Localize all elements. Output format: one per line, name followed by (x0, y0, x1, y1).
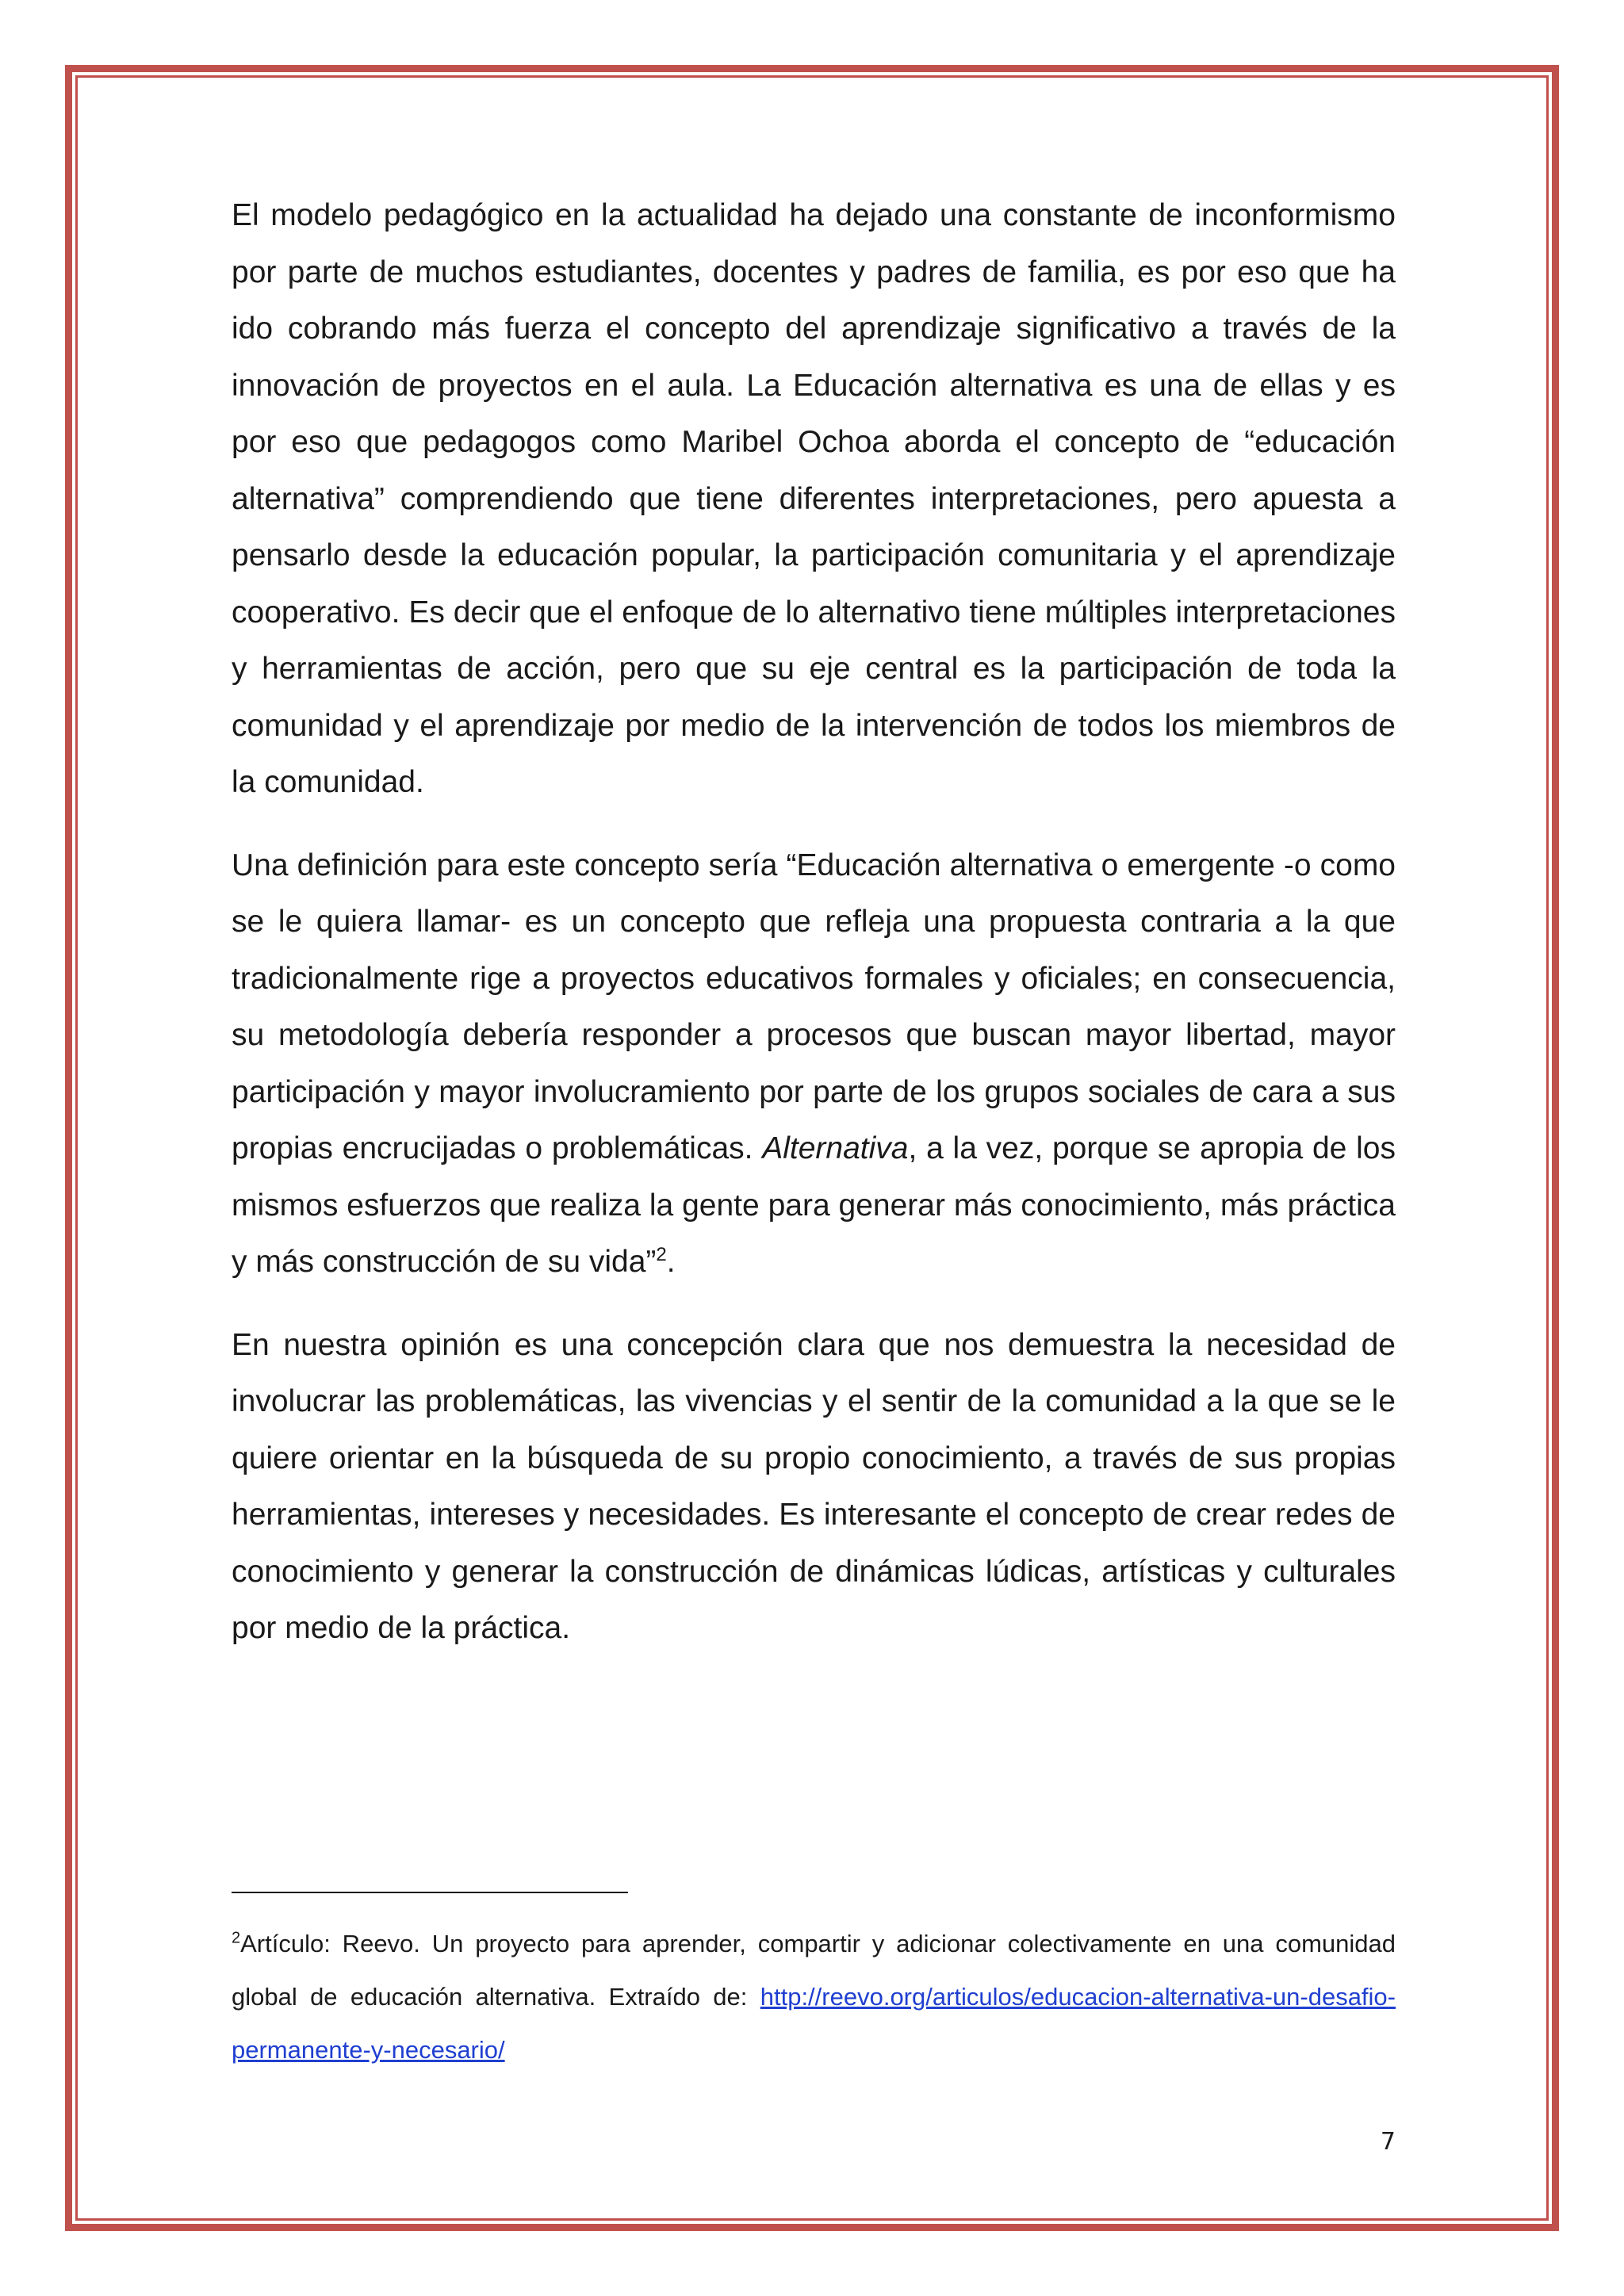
footnote-separator (232, 1892, 628, 1893)
paragraph-3: En nuestra opinión es una concepción clara que nos demuestra la necesidad de involucrar las problemáticas, las vivencias y el sentir de la comunidad a la que se le quiere orientar en la búsqueda de su propio conocimiento, a través de sus propias herramientas, intereses y necesidades. Es interesante el concepto de crear redes de conocimiento y generar la construcción de dinámicas lúdicas, artísticas y culturales por medio de la práctica. (232, 1327, 1396, 1645)
footnote-marker: 2 (232, 1929, 241, 1947)
paragraph-2-italic: Alternativa (762, 1131, 909, 1165)
footnote-reference[interactable]: 2 (656, 1244, 667, 1265)
page-number: 7 (1380, 2128, 1396, 2156)
footnote-link[interactable]: http://reevo.org/articulos/educacion-alternativa-un-desafio-permanente-y-necesario/ (232, 1983, 1396, 2064)
footnote (232, 1917, 1396, 2076)
paragraph-2-text-c: . (666, 1245, 676, 1279)
paragraph-2 (232, 837, 1396, 1291)
footnote-text: Artículo: Reevo. Un proyecto para aprender, compartir y adicionar colectivamente en una comunidad global de educación alternativa. Extraído de: (232, 1930, 1396, 2011)
paragraph-1: El modelo pedagógico en la actualidad ha dejado una constante de inconformismo por parte de muchos estudiantes, docentes y padres de familia, es por eso que ha ido cobrando más fuerza el concepto del aprendizaje significativo a través de la innovación de proyectos en el aula. La Educación alternativa es una de ellas y es por eso que pedagogos como Maribel Ochoa aborda el concepto de “educación alternativa” comprendiendo que tiene diferentes interpretaciones, pero apuesta a pensarlo desde la educación popular, la participación comunitaria y el aprendizaje cooperativo. Es decir que el enfoque de lo alternativo tiene múltiples interpretaciones y herramientas de acción, pero que su eje central es la participación de toda la comunidad y el aprendizaje por medio de la intervención de todos los miembros de la comunidad. (232, 198, 1396, 799)
paragraph-2-text-b: , a la vez, porque se apropia de los mismos esfuerzos que realiza la gente para generar más conocimiento, más práctica y más construcción de su vida” (232, 1131, 1396, 1279)
body-text (232, 187, 1396, 1657)
paragraph-2-text-a: Una definición para este concepto sería “Educación alternativa o emergente -o como se le quiera llamar- es un concepto que refleja una propuesta contraria a la que tradicionalmente rige a proyectos educativos formales y oficiales; en consecuencia, su metodología debería responder a procesos que buscan mayor libertad, mayor participación y mayor involucramiento por parte de los grupos sociales de cara a sus propias encrucijadas o problemáticas. (232, 848, 1396, 1165)
